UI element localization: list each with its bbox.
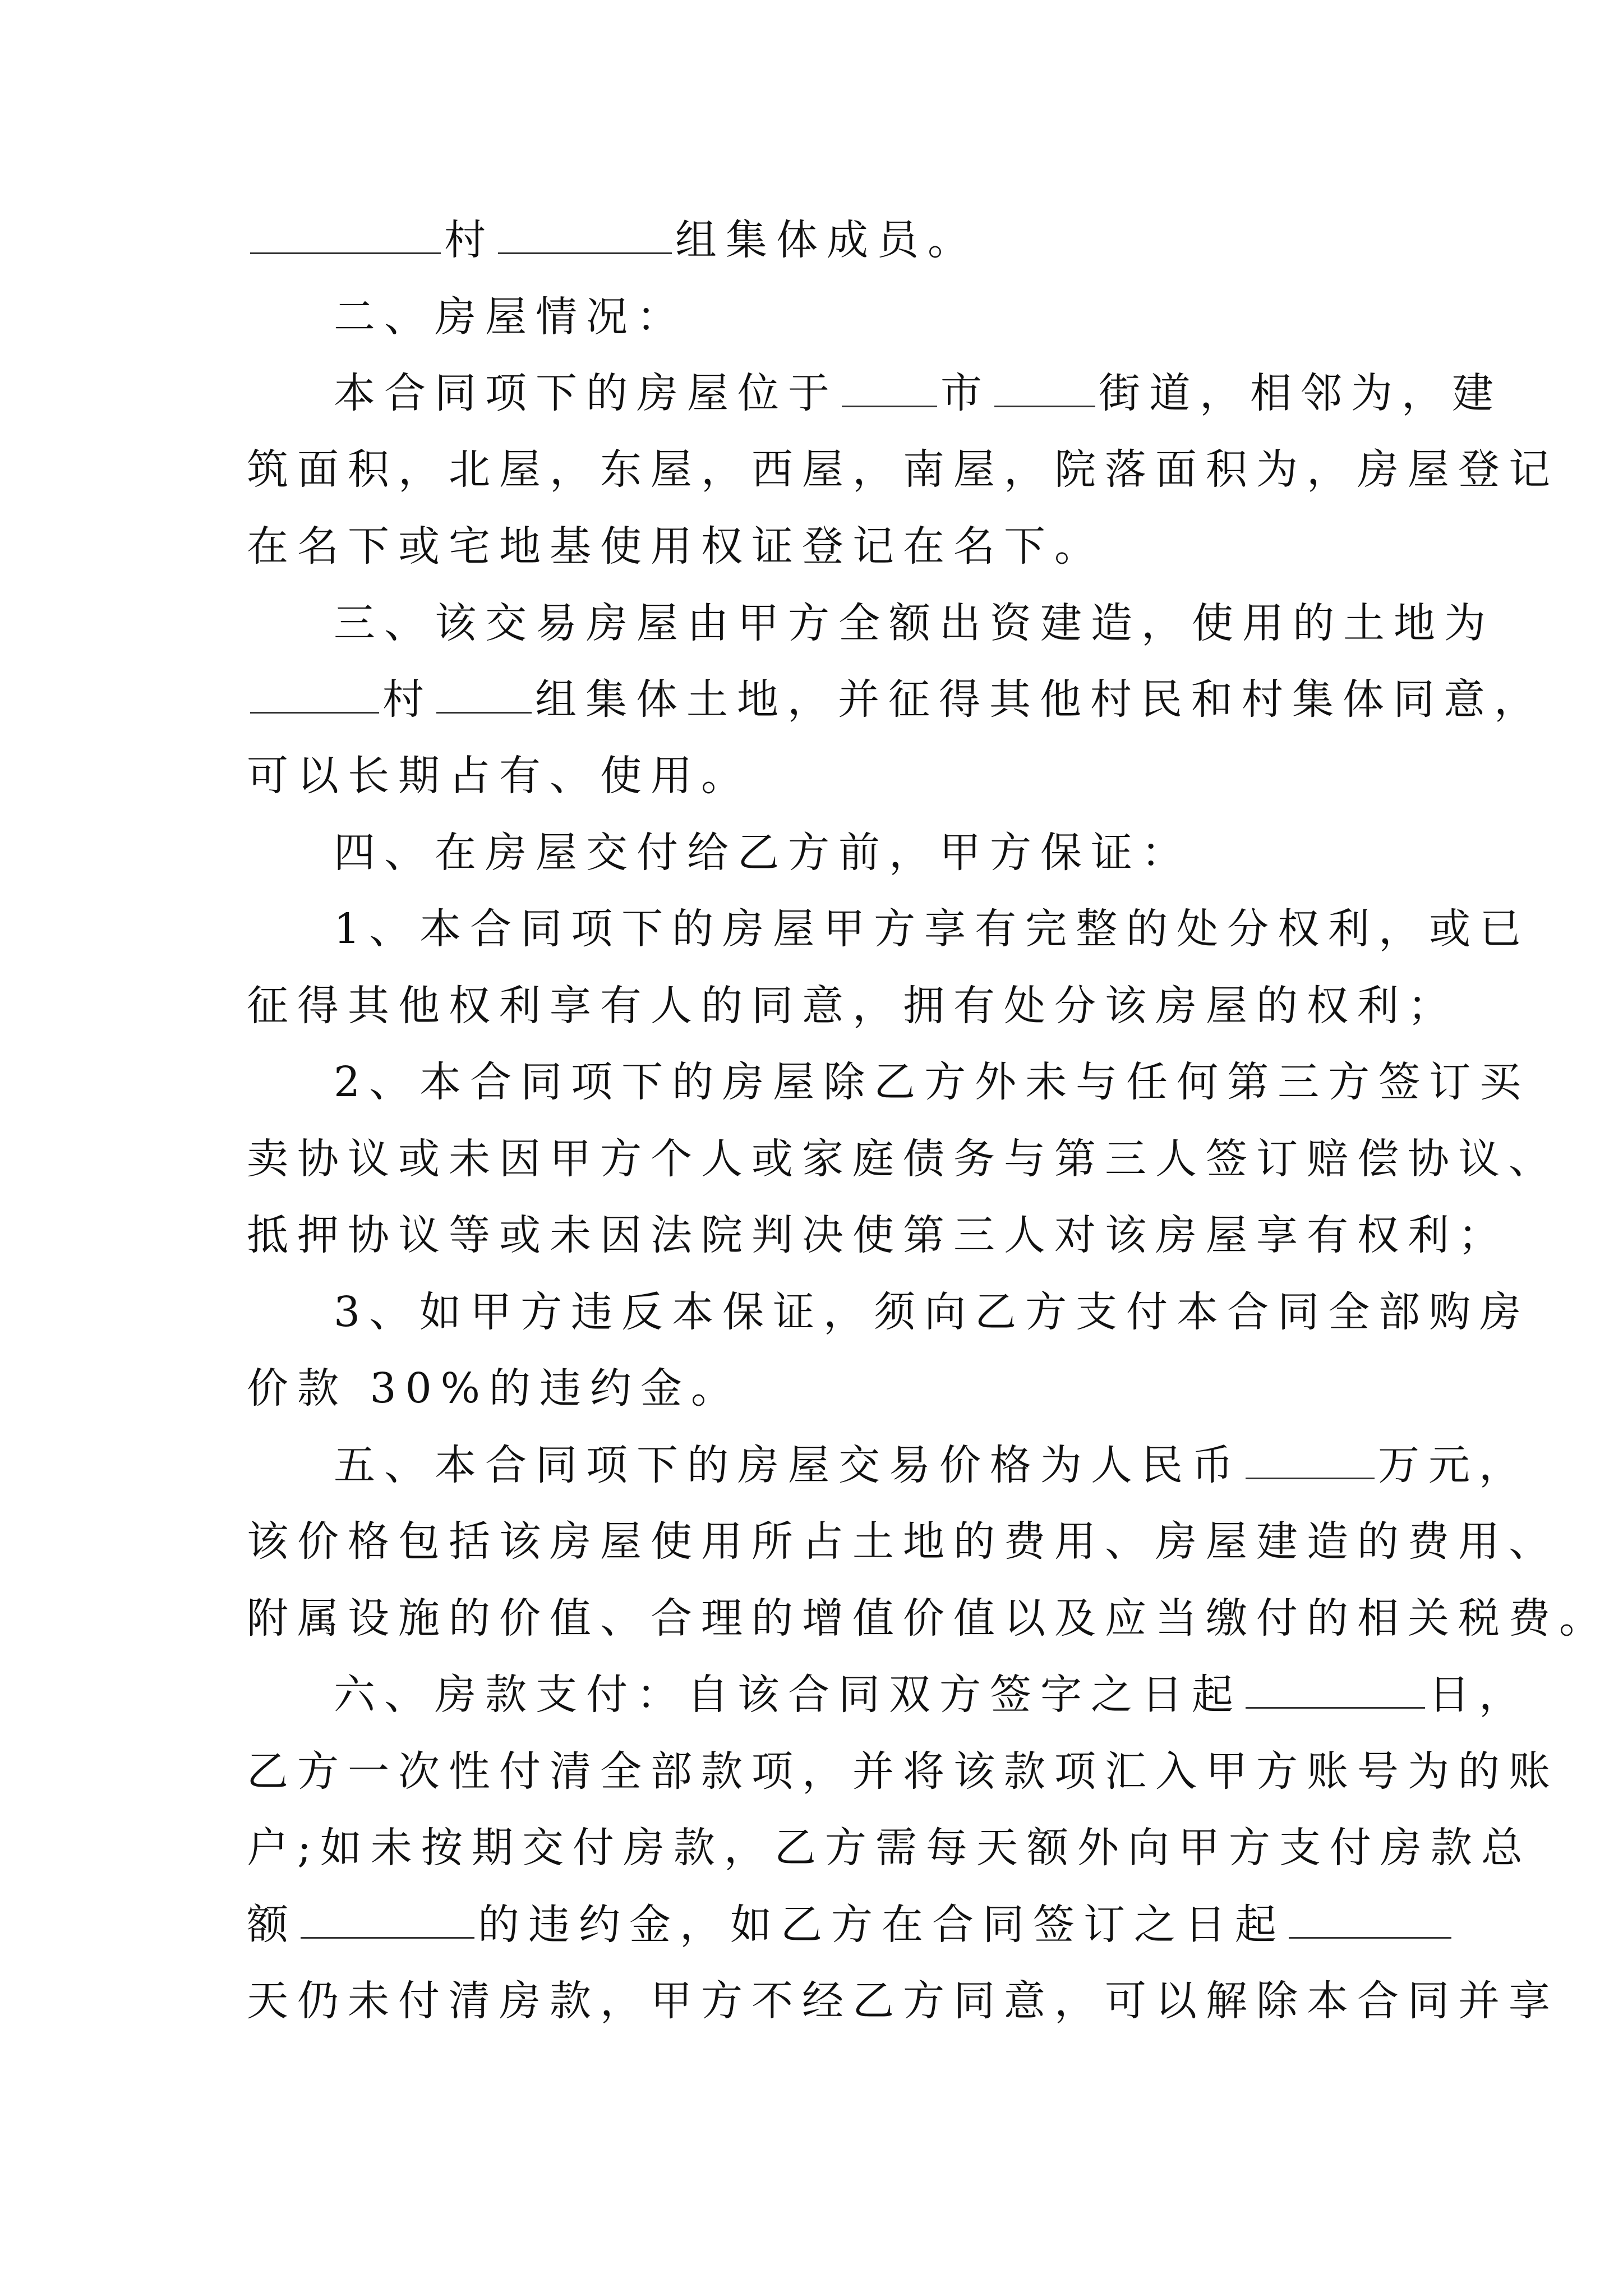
- clause-4-2-line-3: 抵押协议等或未因法院判决使第三人对该房屋享有权利；: [247, 1211, 1509, 1259]
- section-6-line-5: 天仍未付清房款，甲方不经乙方同意，可以解除本合同并享: [247, 1977, 1559, 2025]
- section-5-line-2: 该价格包括该房屋使用所占土地的费用、房屋建造的费用、: [247, 1517, 1559, 1566]
- blank-land-group: [436, 676, 532, 714]
- section-6-line-4: 额 的违约金，如乙方在合同签订之日起: [247, 1899, 1455, 1950]
- clause-4-1-line-2: 征得其他权利享有人的同意，拥有处分该房屋的权利；: [247, 982, 1458, 1030]
- blank-land-village: [250, 676, 379, 714]
- blank-group: [498, 217, 672, 254]
- blank-penalty-rate: [301, 1901, 474, 1939]
- blank-city: [842, 370, 937, 407]
- clause-4-2-line-2: 卖协议或未因甲方个人或家庭债务与第三人签订赔偿协议、: [247, 1135, 1559, 1183]
- section-3-line-2: 村 组集体土地，并征得其他村民和村集体同意，: [247, 674, 1544, 725]
- section-6-line-3: 户;如未按期交付房款，乙方需每天额外向甲方支付房款总: [247, 1824, 1532, 1872]
- section-3-line-3: 可以长期占有、使用。: [247, 752, 751, 800]
- section-6-line-2: 乙方一次性付清全部款项，并将该款项汇入甲方账号为的账: [247, 1747, 1559, 1796]
- clause-4-3-line-2: 价款 30%的违约金。: [247, 1364, 741, 1412]
- section-2-line-3: 在名下或宅地基使用权证登记在名下。: [247, 522, 1105, 570]
- member-line: 村 组集体成员。: [247, 215, 978, 265]
- blank-price: [1246, 1442, 1375, 1479]
- section-4-title: 四、在房屋交付给乙方前，甲方保证：: [334, 829, 1192, 877]
- section-5-line-1: 五、本合同项下的房屋交易价格为人民币 万元，: [334, 1441, 1529, 1489]
- blank-village: [250, 217, 441, 254]
- section-2-line-1: 本合同项下的房屋位于 市 街道，相邻为，建: [334, 369, 1502, 417]
- section-5-line-3: 附属设施的价值、合理的增值价值以及应当缴付的相关税费。: [247, 1594, 1610, 1642]
- blank-deadline-days: [1289, 1901, 1451, 1939]
- blank-street: [994, 370, 1095, 407]
- section-2-line-2: 筑面积，北屋，东屋，西屋，南屋，院落面积为，房屋登记: [247, 445, 1559, 494]
- section-3-line-1: 三、该交易房屋由甲方全额出资建造，使用的土地为: [334, 599, 1495, 647]
- clause-4-3-line-1: 3、如甲方违反本保证，须向乙方支付本合同全部购房: [334, 1288, 1530, 1336]
- clause-4-2-line-1: 2、本合同项下的房屋除乙方外未与任何第三方签订买: [334, 1058, 1530, 1106]
- section-2-title: 二、房屋情况：: [334, 293, 687, 341]
- clause-4-1-line-1: 1、本合同项下的房屋甲方享有完整的处分权利，或已: [334, 905, 1530, 953]
- blank-payment-days: [1246, 1671, 1425, 1709]
- section-6-line-1: 六、房款支付：自该合同双方签字之日起 日，: [334, 1671, 1529, 1719]
